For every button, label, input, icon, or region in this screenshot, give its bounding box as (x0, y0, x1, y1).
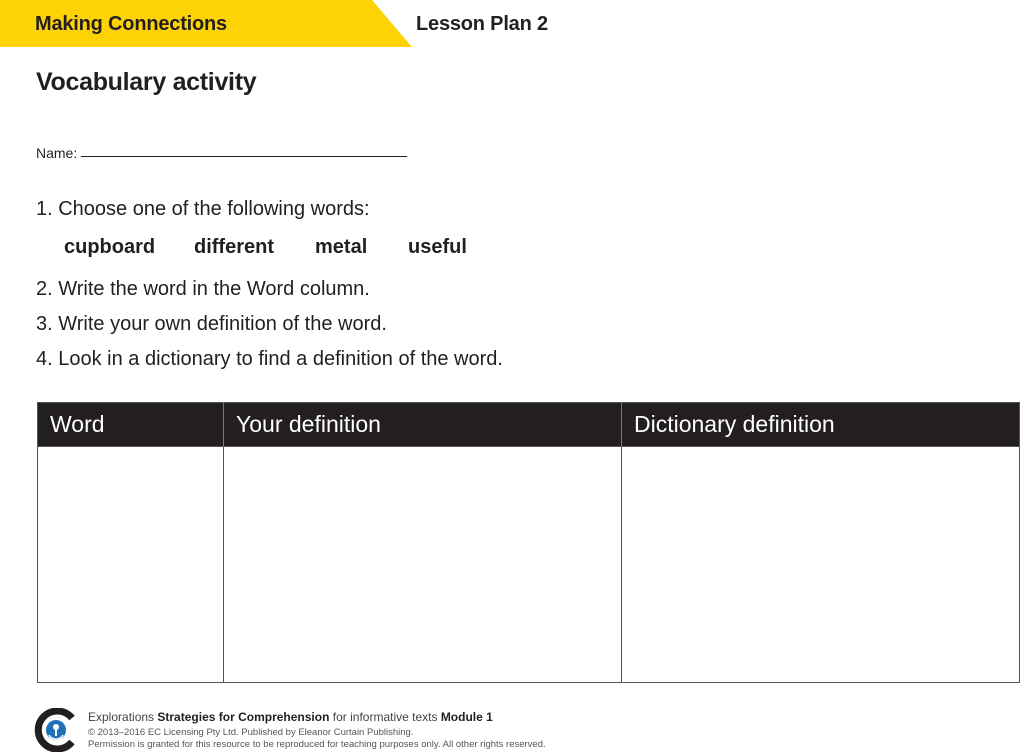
footer-middle: for informative texts (332, 710, 438, 724)
vocabulary-table (37, 402, 1020, 683)
table-row (38, 447, 1020, 683)
name-label: Name: (36, 145, 78, 161)
word-choices (64, 236, 467, 259)
footer-prefix: Explorations (88, 710, 155, 724)
footer-permission: Permission is granted for this resource to be reproduced for teaching purposes only. All other rights reserved. (88, 739, 546, 750)
instruction-step-4: 4. Look in a dictionary to find a definition of the word. (36, 348, 503, 370)
your-definition-cell[interactable] (224, 447, 622, 683)
word-choice: useful (408, 236, 467, 258)
footer-series-line (88, 710, 493, 724)
instruction-step-3: 3. Write your own definition of the word. (36, 313, 387, 335)
ec-licensing-logo-icon (34, 708, 78, 752)
word-cell[interactable] (38, 447, 224, 683)
column-header-your-definition: Your definition (224, 403, 622, 447)
word-choice: metal (315, 236, 368, 258)
footer-module: Module 1 (440, 710, 493, 724)
instruction-step-2: 2. Write the word in the Word column. (36, 278, 370, 300)
lesson-label: Lesson Plan 2 (416, 13, 548, 35)
table-header-row (38, 403, 1020, 447)
name-field[interactable] (36, 141, 407, 161)
column-header-word: Word (38, 403, 224, 447)
instruction-step-1: 1. Choose one of the following words: (36, 198, 370, 220)
dictionary-definition-cell[interactable] (622, 447, 1020, 683)
name-input-line[interactable] (81, 156, 407, 157)
word-choice: cupboard (64, 236, 156, 258)
section-title: Making Connections (35, 13, 227, 35)
footer-copyright: © 2013–2016 EC Licensing Pty Ltd. Published by Eleanor Curtain Publishing. (88, 727, 414, 738)
footer-series: Strategies for Comprehension (157, 710, 330, 724)
page-title: Vocabulary activity (36, 68, 257, 96)
word-choice: different (194, 236, 274, 258)
column-header-dictionary-definition: Dictionary definition (622, 403, 1020, 447)
